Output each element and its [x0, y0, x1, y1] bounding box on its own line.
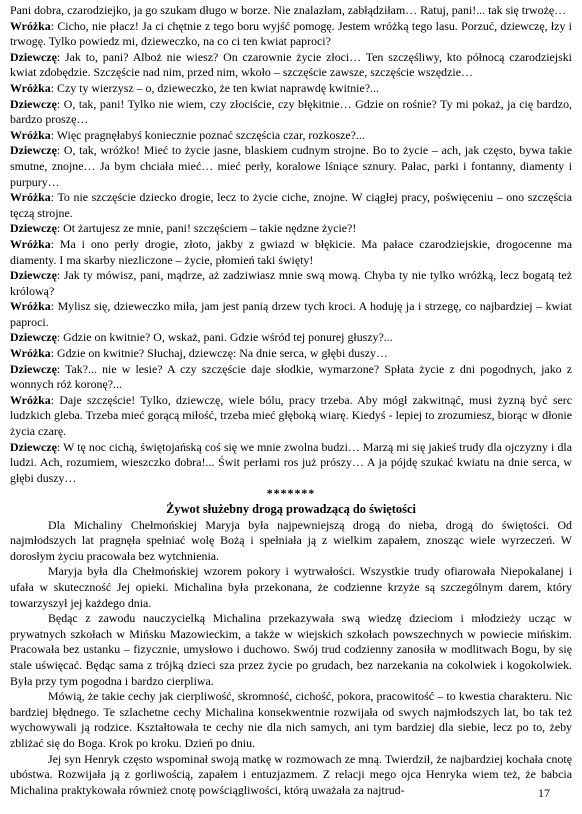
speaker-name: Dziewczę [10, 49, 57, 64]
speaker-name: Wróżka [10, 18, 51, 33]
dialogue-line [10, 19, 572, 50]
dialogue-line [10, 190, 572, 221]
dialogue-line [10, 237, 572, 268]
dialogue-text: : Ot żartujesz ze mnie, pani! szczęściem – takie nędzne życie?! [56, 221, 357, 236]
speaker-name: Dziewczę [10, 361, 57, 376]
body-paragraph: Będąc z zawodu nauczycielką Michalina przekazywała swą wiedzę dzieciom i młodzieży ucząc w prywatnych szkołach w Mińsku Mazowieckim, a także w wiejskich szkołach powszechnych w powiecie mińskim. Pracowała bez ustanku – fizycznie, umysłowo i duchowo. Swój trud codzienny zanosiła w modlitwach Bogu, by się stale uświęcać. Będąc sama z trójką dzieci sza przez życie po grudach, bez narzekania na cokolwiek i kogokolwiek. Była przy tym pogodna i bardzo cierpliwa. [10, 611, 572, 688]
dialogue-line [10, 330, 572, 346]
dialogue-text: Pani dobra, czarodziejko, ja go szukam długo w borze. Nie znalazłam, zabłądziłam… Ratuj, pani!... tak się trwożę… [10, 3, 567, 17]
speaker-name: Wróżka [10, 346, 51, 361]
section-heading: Żywot służebny drogą prowadzącą do świętości [166, 502, 416, 516]
body-paragraph: Dla Michaliny Chełmońskiej Maryja była najpewniejszą drogą do nieba, drogą do świętości. Od najmłodszych lat pragnęła spełniać wolę Bożą i spełniała ją z wielkim zapałem, znosząc wiele wyrzeczeń. W dorosłym życiu pracowała bez wytchnienia. [10, 517, 572, 563]
dialogue-line [10, 346, 572, 362]
speaker-name: Wróżka [10, 392, 51, 407]
dialogue-line [10, 268, 572, 299]
section-separator: ******* [266, 486, 316, 501]
dialogue-line [10, 393, 572, 440]
speaker-name: Dziewczę [10, 221, 57, 236]
speaker-name: Wróżka [10, 80, 51, 95]
speaker-name: Wróżka [10, 236, 51, 251]
dialogue-line [10, 50, 572, 81]
dialogue-text: : Ma i ono perły drogie, złoto, jakby z gwiazd w błękicie. Ma pałace czarodziejskie, drogocenne ma diamenty. I ma skarby niezliczone – życie, płomień taki święty! [10, 236, 572, 267]
dialogue-line [10, 221, 572, 237]
dialogue-text: : Tak?... nie w lesie? A czy szczęście daje słodkie, wymarzone? Spłata życie z dni pogodnych, jako z wonnych róż koronę?... [10, 361, 572, 392]
dialogue-text: : Czy ty wierzysz – o, dzieweczko, że ten kwiat naprawdę kwitnie?... [50, 80, 379, 95]
speaker-name: Dziewczę [10, 330, 57, 345]
speaker-name: Wróżka [10, 190, 51, 205]
speaker-name: Wróżka [10, 299, 51, 314]
body-paragraph: Mówią, że takie cechy jak cierpliwość, skromność, cichość, pokora, pracowitość – to kwestia charakteru. Nic bardziej błędnego. Te szlachetne cechy Michalina konsekwentnie rozwijała od swych najmłodszych lat, bo tak też wychowywali ją rodzice. Kształtowała te cechy nie dla nich samych, ani tym bardziej dla siebie, lecz po to, żeby zbliżać się do Boga. Krok po kroku. Dzień po dniu. [10, 689, 572, 750]
page-number: 17 [538, 786, 550, 800]
body-paragraph: Jej syn Henryk często wspominał swoją matkę w rozmowach ze mną. Twierdził, że najbardziej kochała cnotę ubóstwa. Rozwijała ją z gorliwością, zapałem i entuzjazmem. Z relacji mego ojca Henryka wiem też, że babcia Michalina praktykowała również cnotę powściągliwości, którą uważała za najtrud- [10, 751, 572, 797]
dialogue-text: : Gdzie on kwitnie? O, wskaż, pani. Gdzie wśród tej ponurej głuszy?... [56, 330, 393, 345]
dialogue-text: : O, tak, pani! Tylko nie wiem, czy złociście, czy błękitnie… Gdzie on rośnie? Ty mi pokaż, ja cię bardzo, bardzo proszę… [10, 96, 572, 127]
dialogue-line [10, 299, 572, 330]
speaker-name: Wróżka [10, 127, 51, 142]
dialogue-line [10, 97, 572, 128]
dialogue-line [10, 362, 572, 393]
speaker-name: Dziewczę [10, 439, 57, 454]
page-content [10, 3, 572, 798]
dialogue-text: : To nie szczęście dziecko drogie, lecz to życie ciche, znojne. W ciągłej pracy, poświęceniu – ono szczęścia tęczą strojne. [10, 190, 572, 220]
dialogue-line [10, 81, 572, 97]
dialogue-text: : Daje szczęście! Tylko, dziewczę, wiele bólu, pracy trzeba. Aby mógł zakwitnąć, musi żyzną być serc ludzkich gleba. Trzeba mieć gorącą miłość, trzeba mieć głęboką wiarę. Kiedyś - lepiej to zrozumiesz, biorąc w dłonie życia czarę. [10, 392, 572, 439]
dialogue-line [10, 3, 572, 19]
dialogue-line [10, 440, 572, 487]
dialogue-text: : Więc pragnęłabyś koniecznie poznać szczęścia czar, rozkosze?... [50, 127, 365, 142]
speaker-name: Dziewczę [10, 268, 57, 283]
dialogue-text: : Jak to, pani? Alboż nie wiesz? On czarownie życie złoci… Ten szczęśliwy, kto północą czarodziejski kwiat zdobędzie. Szczęście nad nim, przed nim, wkoło – szczęście zawsze, szczęście wszędzie… [10, 49, 572, 80]
dialogue-text: : Mylisz się, dzieweczko miła, jam jest panią drzew tych kroci. A hoduję ja i strzegę, co najbardziej – kwiat paproci. [10, 299, 572, 329]
speaker-name: Dziewczę [10, 143, 57, 158]
dialogue-text: : O, tak, wróżko! Mieć to życie jasne, blaskiem cudnym strojne. Bo to życie – ach, jak często, bywa takie smutne, znojne… Ja bym chciała mieć… mieć perły, koralowe lśniące sznury. Pałac, parki i fontanny, diamenty i purpury… [10, 143, 572, 189]
body-paragraph: Maryja była dla Chełmońskiej wzorem pokory i wytrwałości. Wszystkie trudy ofiarowała Niepokalanej i ufała w skuteczność Jej opieki. Michalina była przekonana, że codzienne krzyże są szczególnym darem, który towarzyszył jej każdego dnia. [10, 564, 572, 610]
dialogue-line [10, 128, 572, 144]
dialogue-text: : W tę noc cichą, świętojańską coś się we mnie zwolna budzi… Marzą mi się jakieś trudy dla ojczyzny i dla ludzi. Ach, rozumiem, wieszczko dobra!... Świt perłami ros już prószy… A ja pójdę szukać kwiatu na dnie serca, w głębi duszy… [10, 439, 572, 485]
dialogue-text: : Jak ty mówisz, pani, mądrze, aż zadziwiasz mnie swą mową. Chyba ty nie tylko wróżką, lecz bogatą też królową? [10, 268, 572, 298]
speaker-name: Dziewczę [10, 96, 57, 111]
dialogue-text: : Cicho, nie płacz! Ja ci chętnie z tego boru wyjść pomogę. Jestem wróżką tego lasu. Porzuć, dziewczę, łzy i trwogę. Tylko powiedz mi, dzieweczko, na co ci ten kwiat paproci? [10, 18, 572, 49]
dialogue-text: : Gdzie on kwitnie? Słuchaj, dziewczę: Na dnie serca, w głębi duszy… [50, 346, 388, 361]
dialogue-line [10, 143, 572, 190]
